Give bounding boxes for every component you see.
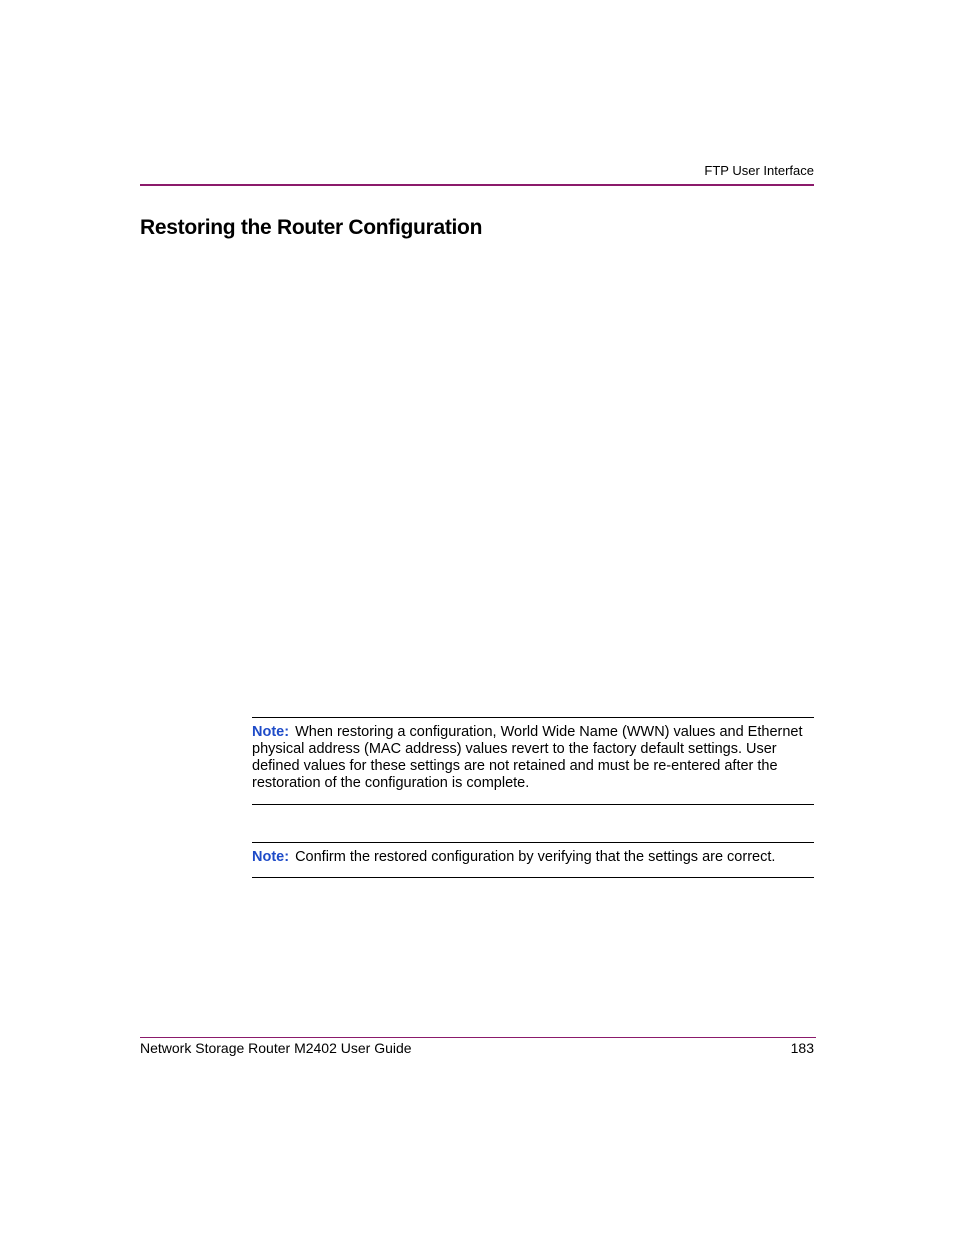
footer-rule [140, 1037, 816, 1038]
note-text: Confirm the restored configuration by verifying that the settings are correct. [295, 849, 776, 865]
running-header-title: FTP User Interface [704, 163, 814, 178]
footer-doc-title: Network Storage Router M2402 User Guide [140, 1040, 412, 1056]
note-box [252, 842, 814, 878]
section-heading: Restoring the Router Configuration [140, 216, 483, 239]
note-box [252, 717, 814, 805]
header-rule [140, 184, 814, 186]
note-label: Note: [252, 849, 290, 865]
page-number: 183 [790, 1040, 814, 1056]
note-text: When restoring a configuration, World Wide Name (WWN) values and Ethernet physical address (MAC address) values revert to the factory default settings. User defined values for these settings are not retained and must be re-entered after the restoration of the configuration is complete. [252, 724, 803, 791]
note-label: Note: [252, 724, 290, 740]
